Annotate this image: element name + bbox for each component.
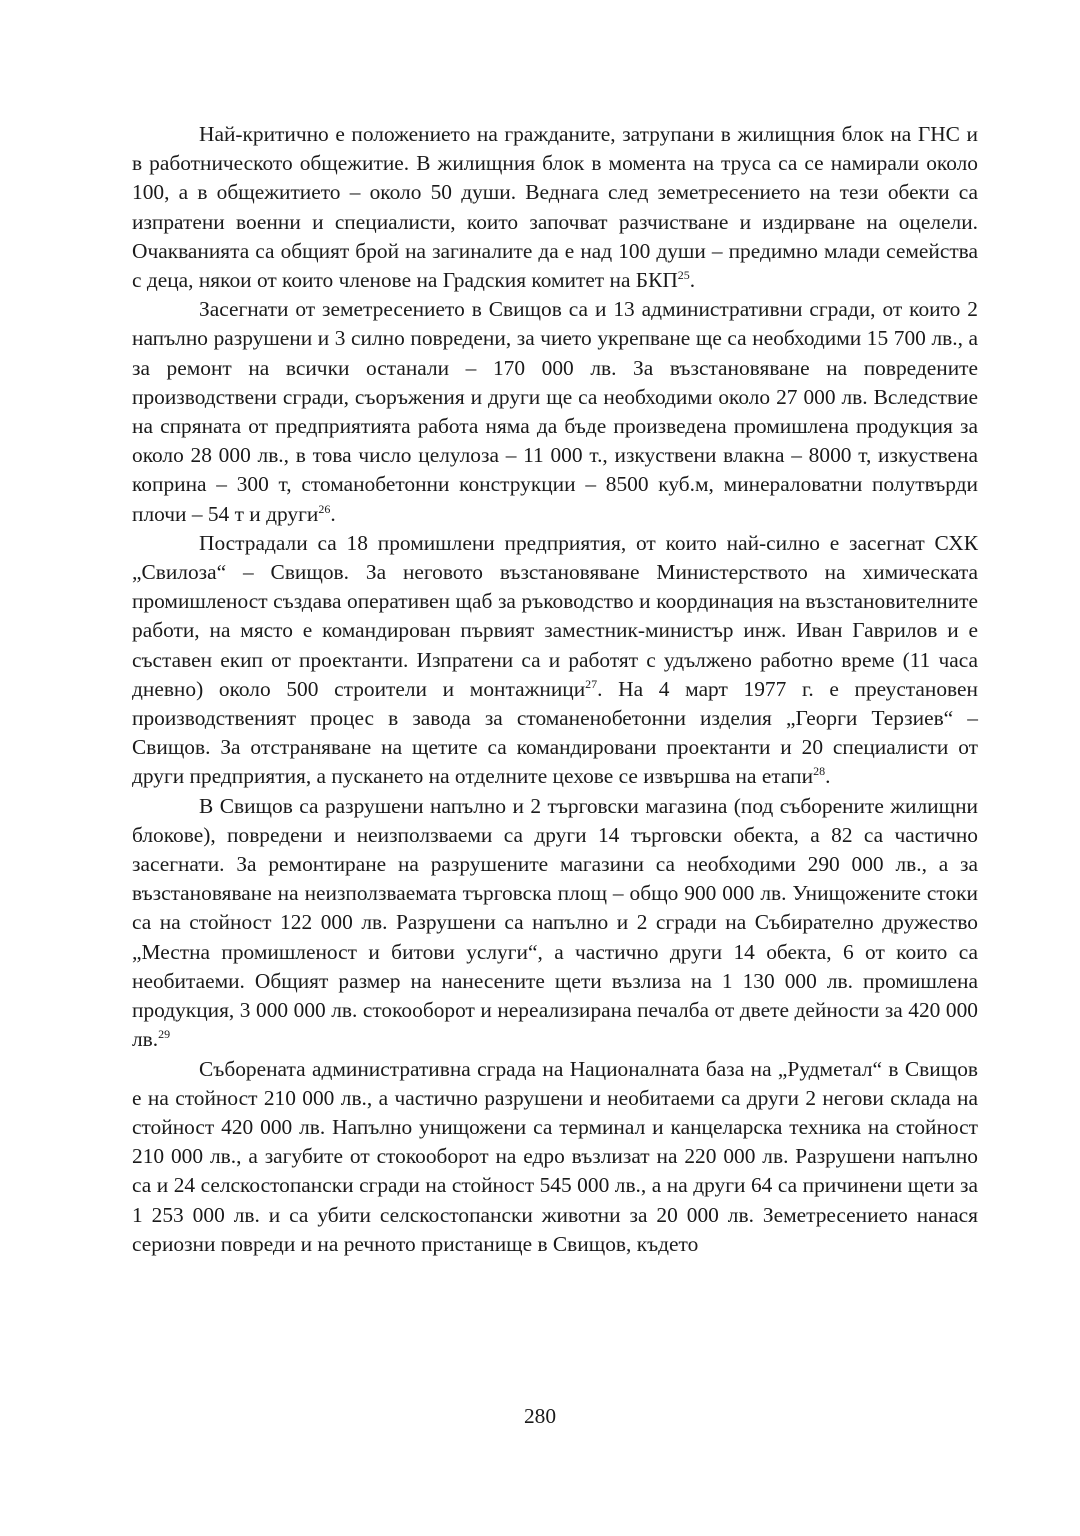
paragraph-3: Пострадали са 18 промишлени предприятия, от които най-силно е засегнат СХК „Свилоза“ – Свищов. За неговото възстановяване Министерството на химическата промишленост създава оперативен щаб за ръководство и координация на възстановителните работи, на място е командирован първият заместник-министър инж. Иван Гаврилов и е съставен екип от проектанти. Изпратени са и работят с удължено работно време (11 часа дневно) около 500 строители и монтажници$^{27}$. На 4 март 1977 г. е преустановен производственият процес в завода за стоманенобетонни изделия „Георги Терзиев“ – Свищов. За отстраняване на щетите са командировани проектанти и 20 специалисти от други предприятия, а пускането на отделните цехове се извършва на етапи$^{28}$. xyxy=(132,530,978,789)
footnote-ref-27: 27 xyxy=(585,676,598,691)
paragraph-5: Съборената административна сграда на Националната база на „Рудметал“ в Свищов е на стойност 210 000 лв., а частично разрушени и необитаеми са други 2 негови склада на стойност 420 000 лв. Напълно унищожени са терминал и канцеларска техника на стойност 210 000 лв., а загубите от стокооборот на едро възлизат на 220 000 лв. Разрушени напълно са и 24 селскостопански сгради на стойност 545 000 лв., а на други 64 са причинени щети за 1 253 000 лв. и са убити селскостопански животни за 20 000 лв. Земетресението нанася сериозни повреди и на речното пристанище в Свищов, където xyxy=(132,1056,978,1256)
paragraph-2: Засегнати от земетресението в Свищов са и 13 административни сгради, от които 2 напълно разрушени и 3 силно повредени, за чието укрепване ще са необходими 15 700 лв., а за ремонт на всички останали – 170 000 лв. За възстановяване на повредените производствени сгради, съоръжения и други ще са необходими около 27 000 лв. Вследствие на спряната от предприятията работа няма да бъде произведена промишлена продукция за около 28 000 лв., в това число целулоза – 11 000 т., изкуствени влакна – 8000 т, изкуствена коприна – 300 т, стоманобетонни конструкции – 8500 куб.м, минераловатни полутвърди плочи – 54 т и други$^{26}$. xyxy=(132,297,978,526)
paragraph-1: Най-критично е положението на гражданите, затрупани в жилищния блок на ГНС и в работническото общежитие. В жилищния блок в момента на труса са се намирали около 100, а в общежитието – около 50 души. Веднага след земетресението на тези обекти са изпратени военни и специалисти, които започват разчистване и издирване на оцелели. Очакванията са общият брой на загиналите да е над 100 души – предимно млади семейства с деца, някои от които членове на Градския комитет на БКП$^{25}$. xyxy=(132,122,978,293)
page-number: 280 xyxy=(523,1404,557,1428)
footnote-ref-28: 28 xyxy=(813,764,826,779)
footnote-ref-26: 26 xyxy=(318,501,331,516)
footnote-ref-25: 25 xyxy=(677,267,690,282)
paragraph-4: В Свищов са разрушени напълно и 2 търговски магазина (под съборените жилищни блокове), повредени и неизползваеми са други 14 търговски обекта, а 82 са частично засегнати. За ремонтиране на разрушените магазини са необходими 290 000 лв., а за възстановяване на неизползваемата търговска площ – общо 900 000 лв. Унищожените стоки са на стойност 122 000 лв. Разрушени са напълно и 2 сгради на Събирателно дружество „Местна промишленост и битови услуги“, а частично други 14 обекта, 6 от които са необитаеми. Общият размер на нанесените щети възлиза на 1 130 000 лв. промишлена продукция, 3 000 000 лв. стокооборот и нереализирана печалба от двете дейности за 420 000 лв.$^{29}$ xyxy=(132,793,978,1052)
footnote-ref-29: 29 xyxy=(158,1027,171,1042)
body-text xyxy=(132,120,978,1259)
